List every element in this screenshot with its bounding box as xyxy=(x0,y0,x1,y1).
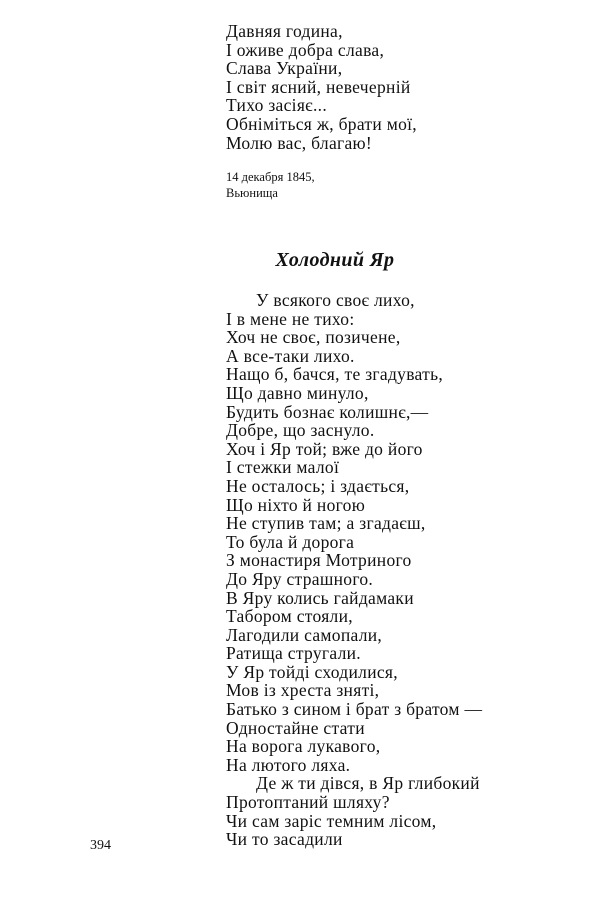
verse-line: І оживе добра слава, xyxy=(226,39,385,60)
poem-title: Холодний Яр xyxy=(275,249,395,271)
previous-poem-ending xyxy=(226,22,417,152)
verse-line: Не ступив там; а згадаєш, xyxy=(226,513,426,534)
verse-line: На ворога лукавого, xyxy=(226,736,381,757)
verse-line: Хоч не своє, позичене, xyxy=(226,327,401,348)
verse-line: Чи то засадили xyxy=(226,829,343,850)
verse-line: І світ ясний, невечерній xyxy=(226,76,411,97)
verse-line: У Яр тойді сходилися, xyxy=(226,661,398,682)
verse-line: І стежки малої xyxy=(226,457,340,478)
verse-line: Лагодили самопали, xyxy=(226,624,383,645)
verse-line: Протоптаний шляху? xyxy=(226,792,390,813)
verse-line: Молю вас, благаю! xyxy=(226,132,373,153)
verse-line: Мов із хреста зняті, xyxy=(226,680,380,701)
verse-line: До Яру страшного. xyxy=(226,568,374,589)
page-number: 394 xyxy=(90,838,111,853)
verse-line: І в мене не тихо: xyxy=(226,308,355,329)
verse-line: Табором стояли, xyxy=(226,606,353,627)
verse-line: Одностайне стати xyxy=(226,717,365,738)
verse-line: На лютого ляха. xyxy=(226,754,351,775)
verse-line: В Яру колись гайдамаки xyxy=(226,587,414,608)
verse-line: Що давно минуло, xyxy=(226,382,369,403)
verse-line: Що ніхто й ногою xyxy=(226,494,366,515)
verse-line: З монастиря Мотриного xyxy=(226,550,412,571)
verse-line: Давняя година, xyxy=(226,21,343,41)
verse-line: Обніміться ж, брати мої, xyxy=(226,113,417,134)
verse-line: Чи сам заріс темним лісом, xyxy=(226,810,437,831)
verse-line: Батько з сином і брат з братом — xyxy=(226,699,483,720)
verse-line: То була й дорога xyxy=(226,531,355,552)
verse-line: Де ж ти дівся, в Яр глибокий xyxy=(256,773,480,794)
poem-body xyxy=(226,291,482,849)
verse-line: Слава України, xyxy=(226,58,343,79)
verse-line: А все-таки лихо. xyxy=(226,345,355,366)
verse-line: У всякого своє лихо, xyxy=(256,290,415,310)
dateline-date: 14 декабря 1845, xyxy=(226,170,315,184)
poem-dateline xyxy=(226,169,315,201)
verse-line: Будить бознає колишнє,— xyxy=(226,401,429,422)
verse-line: Тихо засіяє... xyxy=(226,95,328,116)
verse-line: Добре, що заснуло. xyxy=(226,420,375,441)
verse-line: Нащо б, бачся, те згадувать, xyxy=(226,364,444,385)
verse-line: Не осталось; і здається, xyxy=(226,475,410,496)
verse-line: Хоч і Яр той; вже до його xyxy=(226,438,423,459)
dateline-place: Вьюнища xyxy=(226,186,278,200)
verse-line: Ратища стругали. xyxy=(226,643,361,664)
